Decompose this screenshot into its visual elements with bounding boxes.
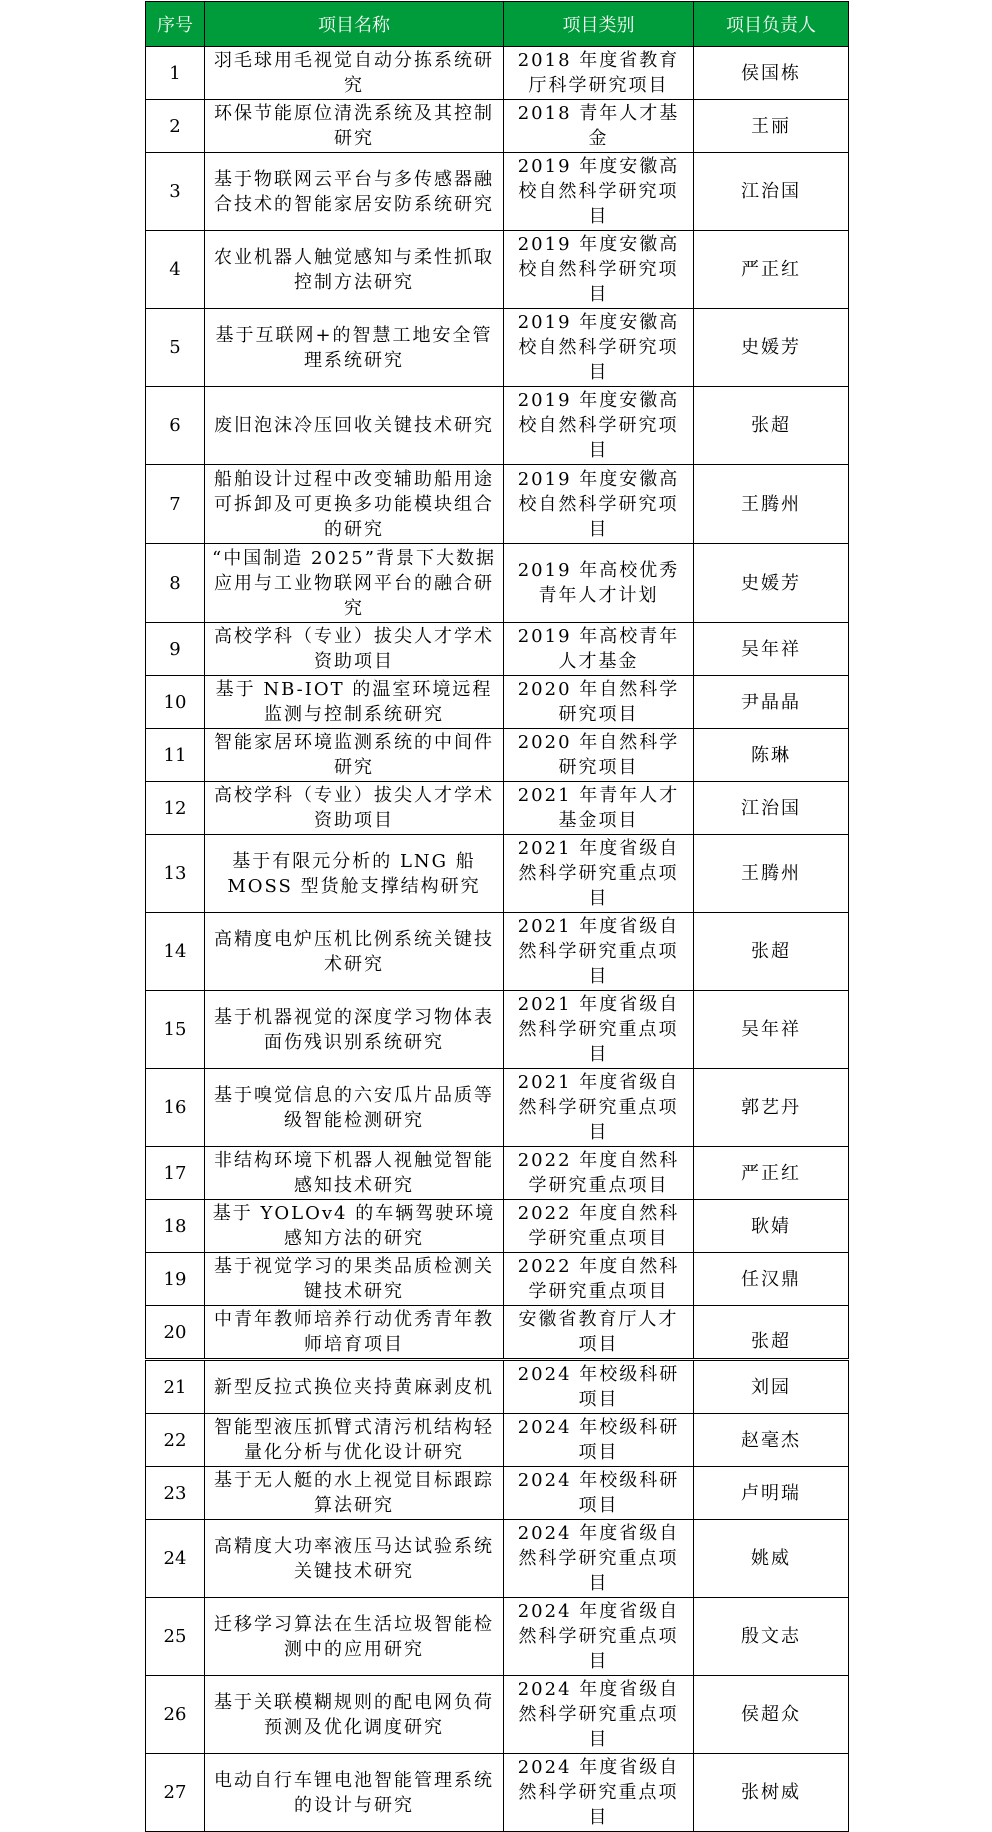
row-index-cell: 25 bbox=[146, 1598, 205, 1676]
project-category-cell: 2024 年度省级自然科学研究重点项目 bbox=[504, 1598, 694, 1676]
header-row bbox=[146, 2, 849, 47]
table-row bbox=[146, 47, 849, 100]
table-row bbox=[146, 309, 849, 387]
project-category-cell: 2019 年度安徽高校自然科学研究项目 bbox=[504, 309, 694, 387]
row-index-cell: 5 bbox=[146, 309, 205, 387]
project-leader-cell: 陈琳 bbox=[694, 729, 849, 782]
row-index-cell: 15 bbox=[146, 991, 205, 1069]
project-category-cell: 2019 年度安徽高校自然科学研究项目 bbox=[504, 465, 694, 544]
project-leader-cell: 王丽 bbox=[694, 100, 849, 153]
project-category-cell: 2024 年校级科研项目 bbox=[504, 1414, 694, 1467]
project-category-cell: 2018 年度省教育厅科学研究项目 bbox=[504, 47, 694, 100]
project-leader-cell: 郭艺丹 bbox=[694, 1069, 849, 1147]
table-row bbox=[146, 782, 849, 835]
table-row bbox=[146, 1676, 849, 1754]
project-category-cell: 2021 年度省级自然科学研究重点项目 bbox=[504, 913, 694, 991]
project-name-cell: 非结构环境下机器人视触觉智能感知技术研究 bbox=[205, 1147, 504, 1200]
row-index-cell: 4 bbox=[146, 231, 205, 309]
project-category-cell: 2024 年度省级自然科学研究重点项目 bbox=[504, 1676, 694, 1754]
project-name-cell: 高校学科（专业）拔尖人才学术资助项目 bbox=[205, 782, 504, 835]
project-leader-cell: 刘园 bbox=[694, 1360, 849, 1414]
project-leader-cell: 卢明瑞 bbox=[694, 1467, 849, 1520]
project-name-cell: 高校学科（专业）拔尖人才学术资助项目 bbox=[205, 623, 504, 676]
row-index-cell: 26 bbox=[146, 1676, 205, 1754]
project-leader-cell: 吴年祥 bbox=[694, 623, 849, 676]
project-category-cell: 2021 年度省级自然科学研究重点项目 bbox=[504, 991, 694, 1069]
project-category-cell: 2022 年度自然科学研究重点项目 bbox=[504, 1253, 694, 1306]
project-leader-cell: 尹晶晶 bbox=[694, 676, 849, 729]
project-leader-cell: 任汉鼎 bbox=[694, 1253, 849, 1306]
table-row bbox=[146, 1467, 849, 1520]
row-index-cell: 24 bbox=[146, 1520, 205, 1598]
project-leader-cell: 张树威 bbox=[694, 1754, 849, 1832]
project-name-cell: 电动自行车锂电池智能管理系统的设计与研究 bbox=[205, 1754, 504, 1832]
project-leader-cell: 江治国 bbox=[694, 153, 849, 231]
project-leader-cell: 张超 bbox=[694, 387, 849, 465]
project-category-cell: 2020 年自然科学研究项目 bbox=[504, 729, 694, 782]
projects-table bbox=[145, 1, 849, 1832]
project-category-cell: 2019 年度安徽高校自然科学研究项目 bbox=[504, 387, 694, 465]
project-leader-cell: 姚威 bbox=[694, 1520, 849, 1598]
row-index-cell: 17 bbox=[146, 1147, 205, 1200]
project-leader-cell: 侯超众 bbox=[694, 1676, 849, 1754]
project-name-cell: 基于无人艇的水上视觉目标跟踪算法研究 bbox=[205, 1467, 504, 1520]
row-index-cell: 21 bbox=[146, 1360, 205, 1414]
project-name-cell: 高精度电炉压机比例系统关键技术研究 bbox=[205, 913, 504, 991]
row-index-cell: 13 bbox=[146, 835, 205, 913]
project-leader-cell: 吴年祥 bbox=[694, 991, 849, 1069]
project-name-cell: 基于关联模糊规则的配电网负荷预测及优化调度研究 bbox=[205, 1676, 504, 1754]
header-name: 项目名称 bbox=[205, 2, 504, 47]
table-row bbox=[146, 153, 849, 231]
row-index-cell: 11 bbox=[146, 729, 205, 782]
table-row bbox=[146, 1069, 849, 1147]
project-name-cell: 基于嗅觉信息的六安瓜片品质等级智能检测研究 bbox=[205, 1069, 504, 1147]
project-name-cell: 废旧泡沫冷压回收关键技术研究 bbox=[205, 387, 504, 465]
row-index-cell: 6 bbox=[146, 387, 205, 465]
table-row bbox=[146, 835, 849, 913]
project-category-cell: 2021 年度省级自然科学研究重点项目 bbox=[504, 1069, 694, 1147]
project-name-cell: 羽毛球用毛视觉自动分拣系统研究 bbox=[205, 47, 504, 100]
project-leader-cell: 史媛芳 bbox=[694, 309, 849, 387]
header-category: 项目类别 bbox=[504, 2, 694, 47]
project-name-cell: 基于机器视觉的深度学习物体表面伤残识别系统研究 bbox=[205, 991, 504, 1069]
project-category-cell: 2024 年度省级自然科学研究重点项目 bbox=[504, 1754, 694, 1832]
project-name-cell: 基于有限元分析的 LNG 船 MOSS 型货舱支撑结构研究 bbox=[205, 835, 504, 913]
row-index-cell: 8 bbox=[146, 544, 205, 623]
project-leader-cell: 耿婧 bbox=[694, 1200, 849, 1253]
project-leader-cell: 严正红 bbox=[694, 1147, 849, 1200]
project-category-cell: 2024 年校级科研项目 bbox=[504, 1467, 694, 1520]
project-category-cell: 2021 年青年人才基金项目 bbox=[504, 782, 694, 835]
table-row bbox=[146, 1360, 849, 1414]
project-name-cell: 高精度大功率液压马达试验系统关键技术研究 bbox=[205, 1520, 504, 1598]
header-leader: 项目负责人 bbox=[694, 2, 849, 47]
project-category-cell: 2020 年自然科学研究项目 bbox=[504, 676, 694, 729]
row-index-cell: 7 bbox=[146, 465, 205, 544]
project-name-cell: 船舶设计过程中改变辅助船用途可拆卸及可更换多功能模块组合的研究 bbox=[205, 465, 504, 544]
project-name-cell: 新型反拉式换位夹持黄麻剥皮机 bbox=[205, 1360, 504, 1414]
table-row bbox=[146, 1754, 849, 1832]
project-name-cell: 智能型液压抓臂式清污机结构轻量化分析与优化设计研究 bbox=[205, 1414, 504, 1467]
row-index-cell: 16 bbox=[146, 1069, 205, 1147]
project-name-cell: 基于 NB-IOT 的温室环境远程监测与控制系统研究 bbox=[205, 676, 504, 729]
table-body bbox=[146, 47, 849, 1832]
table-row bbox=[146, 1306, 849, 1360]
table-row bbox=[146, 991, 849, 1069]
project-name-cell: “中国制造 2025”背景下大数据应用与工业物联网平台的融合研究 bbox=[205, 544, 504, 623]
project-name-cell: 智能家居环境监测系统的中间件研究 bbox=[205, 729, 504, 782]
row-index-cell: 18 bbox=[146, 1200, 205, 1253]
project-name-cell: 基于视觉学习的果类品质检测关键技术研究 bbox=[205, 1253, 504, 1306]
row-index-cell: 20 bbox=[146, 1306, 205, 1360]
project-category-cell: 2019 年高校优秀青年人才计划 bbox=[504, 544, 694, 623]
table-row bbox=[146, 1598, 849, 1676]
row-index-cell: 19 bbox=[146, 1253, 205, 1306]
table-row bbox=[146, 1253, 849, 1306]
project-leader-cell: 侯国栋 bbox=[694, 47, 849, 100]
project-leader-cell: 王腾州 bbox=[694, 835, 849, 913]
project-name-cell: 环保节能原位清洗系统及其控制研究 bbox=[205, 100, 504, 153]
project-leader-cell: 赵毫杰 bbox=[694, 1414, 849, 1467]
project-name-cell: 基于互联网+的智慧工地安全管理系统研究 bbox=[205, 309, 504, 387]
project-leader-cell: 江治国 bbox=[694, 782, 849, 835]
row-index-cell: 22 bbox=[146, 1414, 205, 1467]
table-row bbox=[146, 1520, 849, 1598]
table-row bbox=[146, 231, 849, 309]
table-row bbox=[146, 729, 849, 782]
project-name-cell: 基于物联网云平台与多传感器融合技术的智能家居安防系统研究 bbox=[205, 153, 504, 231]
project-category-cell: 2024 年度省级自然科学研究重点项目 bbox=[504, 1520, 694, 1598]
table-row bbox=[146, 676, 849, 729]
project-category-cell: 2022 年度自然科学研究重点项目 bbox=[504, 1147, 694, 1200]
table-row bbox=[146, 623, 849, 676]
row-index-cell: 10 bbox=[146, 676, 205, 729]
table-row bbox=[146, 544, 849, 623]
project-leader-cell: 张超 bbox=[694, 913, 849, 991]
project-leader-cell: 严正红 bbox=[694, 231, 849, 309]
table-row bbox=[146, 1200, 849, 1253]
project-category-cell: 2022 年度自然科学研究重点项目 bbox=[504, 1200, 694, 1253]
project-category-cell: 2024 年校级科研项目 bbox=[504, 1360, 694, 1414]
row-index-cell: 27 bbox=[146, 1754, 205, 1832]
project-name-cell: 中青年教师培养行动优秀青年教师培育项目 bbox=[205, 1306, 504, 1360]
row-index-cell: 12 bbox=[146, 782, 205, 835]
table-row bbox=[146, 1147, 849, 1200]
project-category-cell: 2019 年度安徽高校自然科学研究项目 bbox=[504, 231, 694, 309]
project-leader-cell: 王腾州 bbox=[694, 465, 849, 544]
project-category-cell: 安徽省教育厅人才项目 bbox=[504, 1306, 694, 1360]
project-category-cell: 2021 年度省级自然科学研究重点项目 bbox=[504, 835, 694, 913]
row-index-cell: 23 bbox=[146, 1467, 205, 1520]
project-leader-cell: 史媛芳 bbox=[694, 544, 849, 623]
project-category-cell: 2019 年度安徽高校自然科学研究项目 bbox=[504, 153, 694, 231]
project-leader-cell: 殷文志 bbox=[694, 1598, 849, 1676]
project-name-cell: 迁移学习算法在生活垃圾智能检测中的应用研究 bbox=[205, 1598, 504, 1676]
row-index-cell: 9 bbox=[146, 623, 205, 676]
project-category-cell: 2019 年高校青年人才基金 bbox=[504, 623, 694, 676]
table-row bbox=[146, 913, 849, 991]
row-index-cell: 3 bbox=[146, 153, 205, 231]
table-row bbox=[146, 1414, 849, 1467]
table-header bbox=[146, 2, 849, 47]
project-name-cell: 基于 YOLOv4 的车辆驾驶环境感知方法的研究 bbox=[205, 1200, 504, 1253]
table-row bbox=[146, 387, 849, 465]
project-name-cell: 农业机器人触觉感知与柔性抓取控制方法研究 bbox=[205, 231, 504, 309]
project-category-cell: 2018 青年人才基金 bbox=[504, 100, 694, 153]
header-index: 序号 bbox=[146, 2, 205, 47]
table-row bbox=[146, 465, 849, 544]
project-leader-cell: 张超 bbox=[694, 1306, 849, 1360]
row-index-cell: 14 bbox=[146, 913, 205, 991]
table-row bbox=[146, 100, 849, 153]
row-index-cell: 2 bbox=[146, 100, 205, 153]
row-index-cell: 1 bbox=[146, 47, 205, 100]
